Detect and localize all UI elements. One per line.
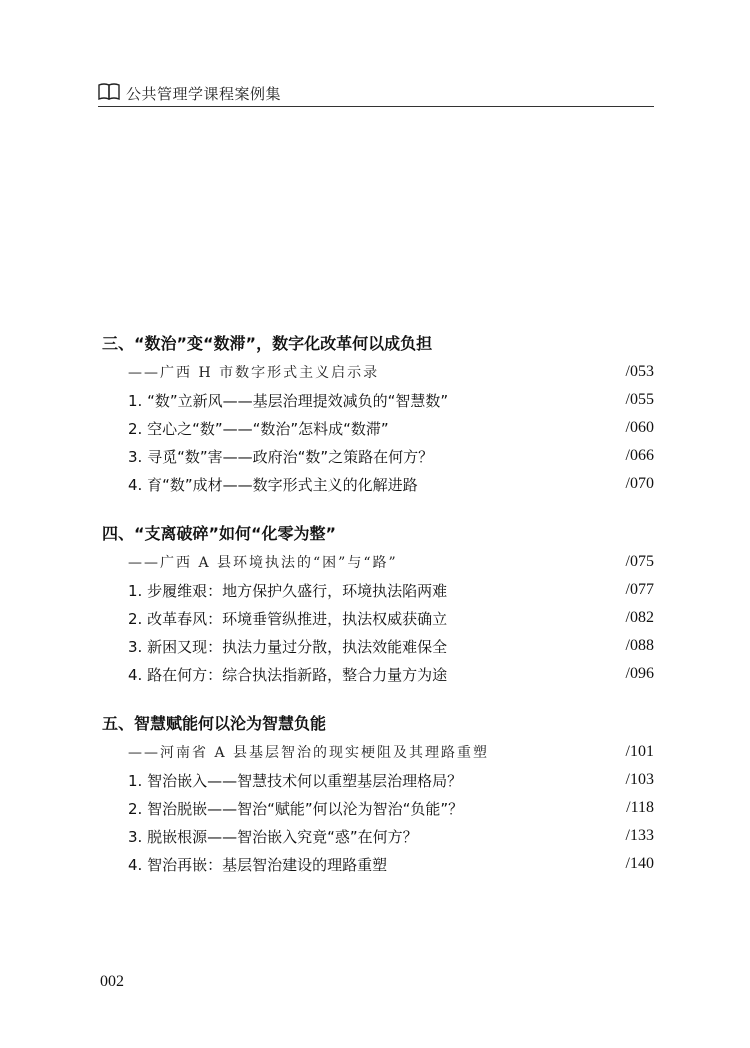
open-book-icon <box>98 83 120 101</box>
section-title: 四、“支离破碎”如何“化零为整” <box>102 524 337 543</box>
page-ref: /060 <box>625 419 654 436</box>
toc-entry[interactable] <box>102 604 654 632</box>
toc-section-4 <box>102 520 654 688</box>
entry-text: 1. 智治嵌入——智慧技术何以重塑基层治理格局？ <box>128 771 463 790</box>
toc-entry[interactable] <box>102 850 654 878</box>
toc-entry[interactable] <box>102 442 654 470</box>
entry-text: 4. 育“数”成材——数字形式主义的化解进路 <box>128 475 418 494</box>
entry-text: 4. 路在何方：综合执法指新路，整合力量方为途 <box>128 665 448 684</box>
page-ref: /096 <box>625 665 654 682</box>
entry-text: 2. 智治脱嵌——智治“赋能”何以沦为智治“负能”？ <box>128 799 464 818</box>
toc-entry[interactable] <box>102 660 654 688</box>
section-subtitle[interactable] <box>102 358 654 386</box>
entry-text: 2. 空心之“数”——“数治”怎料成“数滞” <box>128 419 389 438</box>
entry-text: 3. 寻觅“数”害——政府治“数”之策路在何方？ <box>128 447 434 466</box>
table-of-contents <box>102 330 654 900</box>
subtitle-text: ——河南省 A 县基层智治的现实梗阻及其理路重塑 <box>128 745 490 761</box>
page-ref: /070 <box>625 475 654 492</box>
toc-entry[interactable] <box>102 822 654 850</box>
entry-text: 1. 步履维艰：地方保护久盛行，环境执法陷两难 <box>128 581 448 600</box>
page-ref: /118 <box>626 799 654 816</box>
toc-section-3 <box>102 330 654 498</box>
page-ref: /103 <box>625 771 654 788</box>
page-ref: /082 <box>625 609 654 626</box>
toc-entry[interactable] <box>102 414 654 442</box>
running-header <box>98 80 654 107</box>
toc-entry[interactable] <box>102 766 654 794</box>
book-title: 公共管理学课程案例集 <box>126 84 282 103</box>
section-title: 三、“数治”变“数滞”，数字化改革何以成负担 <box>102 334 433 353</box>
section-subtitle[interactable] <box>102 548 654 576</box>
page-ref: /140 <box>625 855 654 872</box>
page-ref: /133 <box>625 827 654 844</box>
entry-text: 3. 脱嵌根源——智治嵌入究竟“惑”在何方？ <box>128 827 418 846</box>
toc-entry[interactable] <box>102 794 654 822</box>
toc-section-5 <box>102 710 654 878</box>
entry-text: 3. 新困又现：执法力量过分散，执法效能难保全 <box>128 637 448 656</box>
subtitle-text: ——广西 H 市数字形式主义启示录 <box>128 365 380 381</box>
entry-text: 1. “数”立新风——基层治理提效减负的“智慧数” <box>128 391 449 410</box>
page-ref: /101 <box>625 743 654 760</box>
toc-entry[interactable] <box>102 386 654 414</box>
page-number: 002 <box>100 973 124 990</box>
page-ref: /055 <box>625 391 654 408</box>
page-ref: /077 <box>625 581 654 598</box>
toc-entry[interactable] <box>102 632 654 660</box>
toc-entry[interactable] <box>102 576 654 604</box>
entry-text: 4. 智治再嵌：基层智治建设的理路重塑 <box>128 855 388 874</box>
subtitle-text: ——广西 A 县环境执法的“困”与“路” <box>128 555 398 571</box>
page-ref: /066 <box>625 447 654 464</box>
section-subtitle[interactable] <box>102 738 654 766</box>
page-ref: /088 <box>625 637 654 654</box>
section-title: 五、智慧赋能何以沦为智慧负能 <box>102 714 327 733</box>
toc-entry[interactable] <box>102 470 654 498</box>
page-ref: /075 <box>625 553 654 570</box>
entry-text: 2. 改革春风：环境垂管纵推进，执法权威获确立 <box>128 609 448 628</box>
page-ref: /053 <box>625 363 654 380</box>
